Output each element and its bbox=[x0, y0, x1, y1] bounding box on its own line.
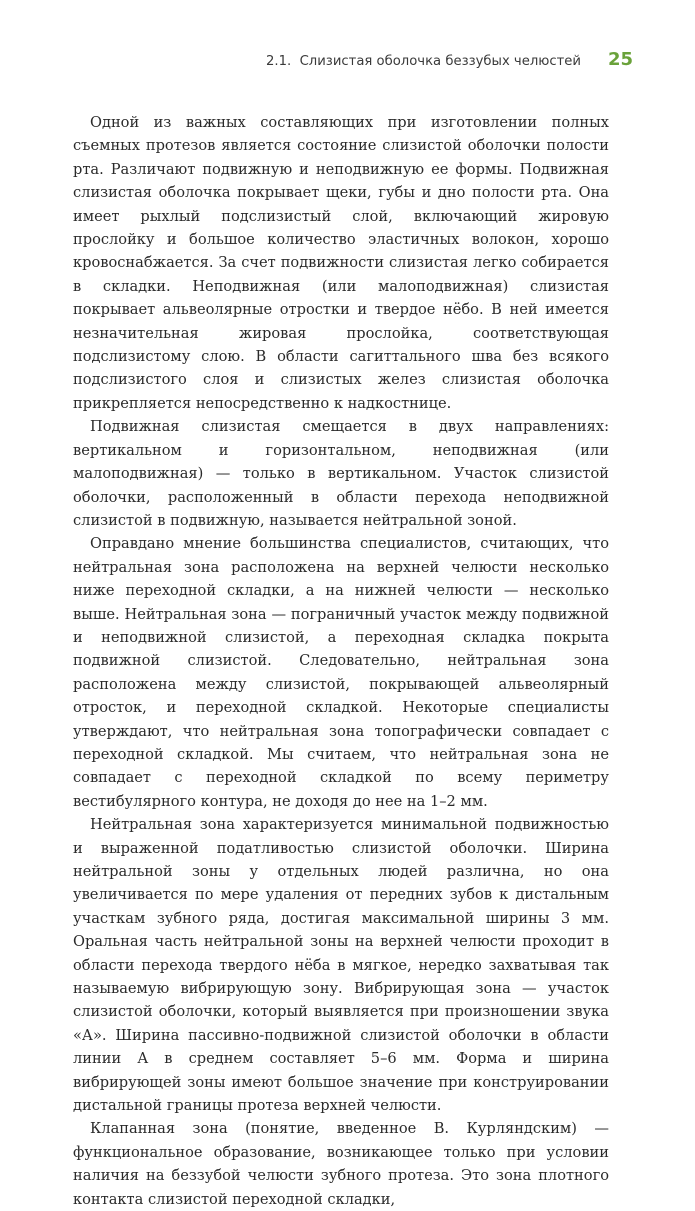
paragraph: Нейтральная зона характеризуется минимальной подвижностью и выраженной податливостью слизистой оболочки. Ширина нейтральной зоны у отдельных людей различна, но она увеличивается по мере удаления от передних зубов к дистальным участкам зубного ряда, достигая максимальной ширины 3 мм. Оральная часть нейтральной зоны на верхней челюсти проходит в области перехода твердого нёба в мягкое, нередко захватывая так называемую вибрирующую зону. Вибрирующая зона — участок слизистой оболочки, который выявляется при произношении звука «А». Ширина пассивно-подвижной слизистой оболочки в области линии А в среднем составляет 5–6 мм. Форма и ширина вибрирующей зоны имеют большое значение при конструировании дистальной границы протеза верхней челюсти. bbox=[73, 816, 609, 1115]
running-header bbox=[60, 50, 633, 76]
page-number: 25 bbox=[607, 49, 633, 70]
section-title: 2.1. Слизистая оболочка беззубых челюстей bbox=[266, 54, 581, 69]
paragraph: Подвижная слизистая смещается в двух направлениях: вертикальном и горизонтальном, неподвижная (или малоподвижная) — только в вертикальном. Участок слизистой оболочки, расположенный в области перехода неподвижной слизистой в подвижную, называется нейтральной зоной. bbox=[73, 418, 609, 529]
paragraph: Клапанная зона (понятие, введенное В. Курляндским) — функциональное образование, возникающее только при условии наличия на беззубой челюсти зубного протеза. Это зона плотного контакта слизистой переходной складки, bbox=[73, 1120, 609, 1208]
body-text bbox=[73, 111, 609, 1211]
paragraph: Одной из важных составляющих при изготовлении полных съемных протезов является состояние слизистой оболочки полости рта. Различают подвижную и неподвижную ее формы. Подвижная слизистая оболочка покрывает щеки, губы и дно полости рта. Она имеет рыхлый подслизистый слой, включающий жировую прослойку и большое количество эластичных волокон, хорошо кровоснабжается. За счет подвижности слизистая легко собирается в складки. Неподвижная (или малоподвижная) слизистая покрывает альвеолярные отростки и твердое нёбо. В ней имеется незначительная жировая прослойка, соответствующая подслизистому слою. В области сагиттального шва без всякого подслизистого слоя и слизистых желез слизистая оболочка прикрепляется непосредственно к надкостнице. bbox=[73, 114, 609, 412]
paragraph: Оправдано мнение большинства специалистов, считающих, что нейтральная зона расположена на верхней челюсти несколько ниже переходной складки, а на нижней челюсти — несколько выше. Нейтральная зона — пограничный участок между подвижной и неподвижной слизистой, а переходная складка покрыта подвижной слизистой. Следовательно, нейтральная зона расположена между слизистой, покрывающей альвеолярный отросток, и переходной складкой. Некоторые специалисты утверждают, что нейтральная зона топографически совпадает с переходной складкой. Мы считаем, что нейтральная зона не совпадает с переходной складкой по всему периметру вестибулярного контура, не доходя до нее на 1–2 мм. bbox=[73, 535, 609, 810]
